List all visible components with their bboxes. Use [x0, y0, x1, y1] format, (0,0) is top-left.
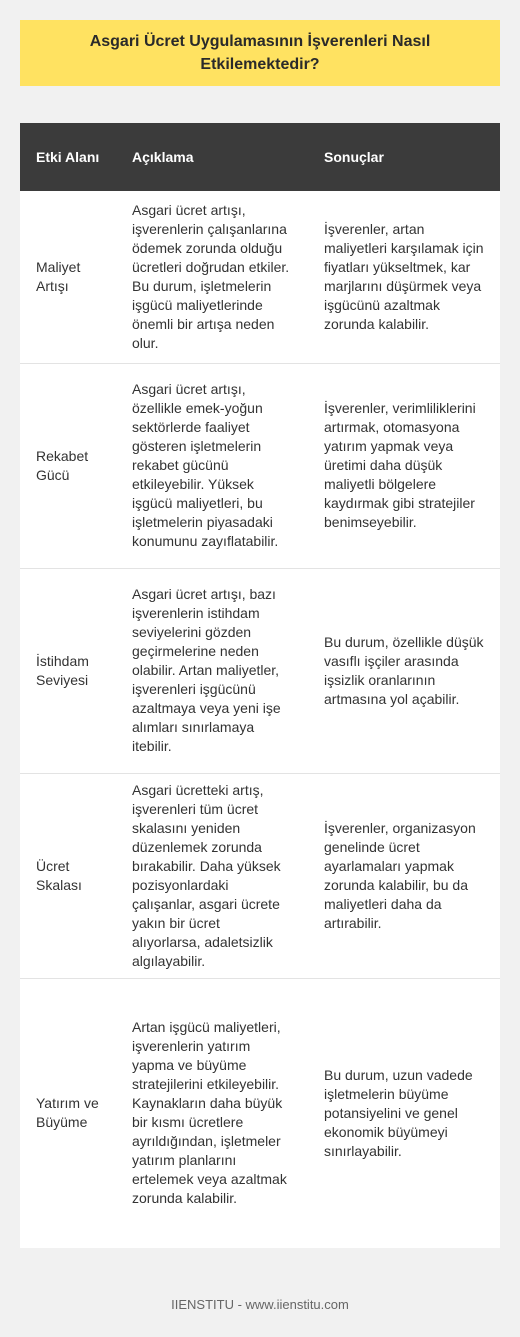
table-row [20, 568, 500, 773]
page-title: Asgari Ücret Uygulamasının İşverenleri Nasıl Etkilemektedir? [89, 33, 431, 73]
cell-description: Asgari ücret artışı, özellikle emek-yoğun sektörlerde faaliyet gösteren işletmelerin rekabet gücünü etkileyebilir. Yüksek işgücü maliyetleri, bu işletmelerin piyasadaki konumunu zayıflatabilir. [116, 363, 308, 568]
title-banner [20, 20, 500, 86]
column-header-results: Sonuçlar [308, 123, 500, 191]
cell-area: Ücret Skalası [20, 773, 116, 978]
cell-area: Yatırım ve Büyüme [36, 1095, 99, 1131]
table-row [20, 773, 500, 978]
cell-area: İstihdam Seviyesi [20, 568, 116, 773]
table-header-row [20, 123, 500, 191]
cell-results: Bu durum, özellikle düşük vasıflı işçiler arasında işsizlik oranlarının artmasına yol açabilir. [308, 568, 500, 773]
cell-description: Asgari ücretteki artış, işverenleri tüm ücret skalasını yeniden düzenlemek zorunda bırakabilir. Daha yüksek pozisyonlardaki çalışanlar, asgari ücrete yakın bir ücret alıyorlarsa, adaletsizlik algılayabilir. [116, 773, 308, 978]
column-header-description: Açıklama [116, 123, 308, 191]
cell-area: Rekabet Gücü [20, 363, 116, 568]
table-row [20, 978, 500, 1248]
cell-description: Asgari ücret artışı, işverenlerin çalışanlarına ödemek zorunda olduğu ücretleri doğrudan etkiler. Bu durum, işletmelerin işgücü maliyetlerinde önemli bir artışa neden olur. [116, 191, 308, 363]
cell-area: Maliyet Artışı [20, 191, 116, 363]
cell-results: İşverenler, verimliliklerini artırmak, otomasyona yatırım yapmak veya üretimi daha düşük maliyetli bölgelere kaydırmak gibi stratejiler benimseyebilir. [308, 363, 500, 568]
cell-description: Asgari ücret artışı, bazı işverenlerin istihdam seviyelerini gözden geçirmelerine neden olabilir. Artan maliyetler, işverenleri işgücünü azaltmaya veya yeni işe alımları sınırlamaya itebilir. [116, 568, 308, 773]
impact-table [20, 123, 500, 1248]
column-header-area: Etki Alanı [20, 123, 116, 191]
table-row [20, 191, 500, 363]
cell-description: Artan işgücü maliyetleri, işverenlerin yatırım yapma ve büyüme stratejilerini etkileyebilir. Kaynakların daha büyük bir kısmı ücretlere ayrıldığından, işletmeler yatırım planlarını ertelemek veya azaltmak zorunda kalabilir. [132, 1019, 287, 1207]
cell-results: İşverenler, organizasyon genelinde ücret ayarlamaları yapmak zorunda kalabilir, bu da maliyetleri daha da artırabilir. [308, 773, 500, 978]
footer-credit: IIENSTITU - www.iienstitu.com [171, 1297, 349, 1312]
table-row [20, 363, 500, 568]
cell-results: Bu durum, uzun vadede işletmelerin büyüme potansiyelini ve genel ekonomik büyümeyi sınırlayabilir. [324, 1066, 473, 1159]
cell-results: İşverenler, artan maliyetleri karşılamak için fiyatları yükseltmek, kar marjlarını düşürmek veya işgücünü azaltmak zorunda kalabilir. [308, 191, 500, 363]
